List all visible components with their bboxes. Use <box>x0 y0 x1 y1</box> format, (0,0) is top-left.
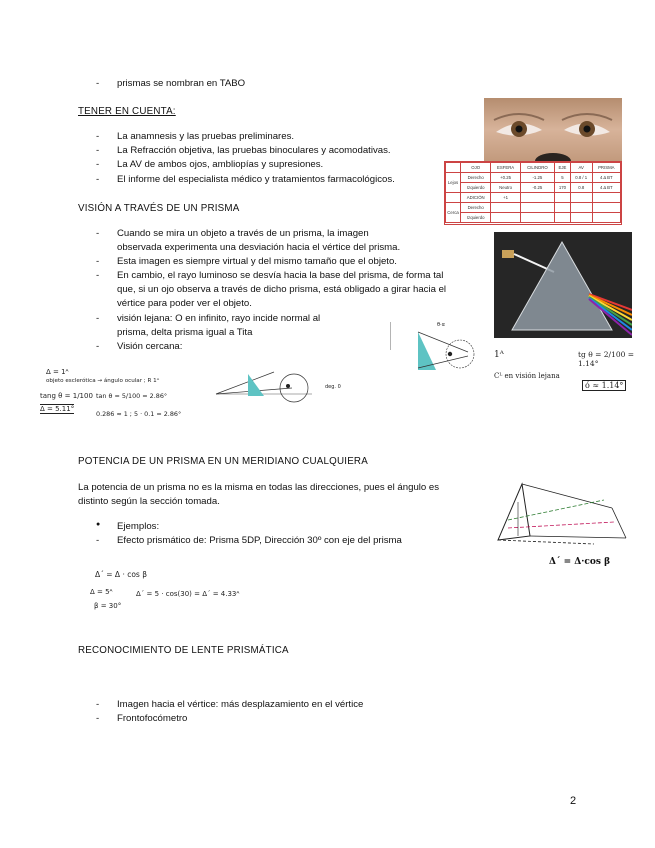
distant-vision-figure <box>390 322 482 376</box>
bullet-dash: - <box>96 131 100 142</box>
list-item-continuation: observada experimenta una desviación hacia el vértice del prisma. <box>117 242 401 253</box>
rx-header: CILINDRO <box>520 163 554 173</box>
bullet-dash: - <box>96 174 100 185</box>
list-item: La anamnesis y las pruebas preliminares. <box>117 131 295 142</box>
list-item-continuation: vértice para poder ver el objeto. <box>117 298 252 309</box>
bullet-dash: - <box>96 159 100 170</box>
rx-side-label: Cerca <box>446 203 461 223</box>
section-heading-tener: TENER EN CUENTA: <box>78 106 176 117</box>
section-heading-vision: VISIÓN A TRAVÉS DE UN PRISMA <box>78 203 240 214</box>
list-item: El informe del especialista médico y tratamientos farmacológicos. <box>117 174 395 185</box>
list-item: Frontofocómetro <box>117 713 188 724</box>
handwriting-note: tg θ = 2/100 = 1.14° <box>578 350 635 368</box>
dispersion-prism-image <box>494 232 632 338</box>
handwriting-note: 0.286 ≈ 1 ; 5 · 0.1 = 2.86° <box>96 410 182 418</box>
figure-label: deg. 0 <box>325 384 341 390</box>
rx-cell: -0.25 <box>520 183 554 193</box>
list-item: Ejemplos: <box>117 521 160 532</box>
handwriting-note: tan θ = 5/100 = 2.86° <box>96 392 168 400</box>
bullet-dash: - <box>96 145 100 156</box>
rx-header: PRISMA <box>592 163 620 173</box>
rx-cell: 0.8 / 1 <box>570 173 592 183</box>
bullet-dash: - <box>96 270 100 281</box>
handwriting-note: 1ᴬ <box>494 350 504 360</box>
list-item-continuation: que, si un ojo observa a través de dicho prisma, está obligado a girar hacia el <box>117 284 447 295</box>
rx-cell: -1.25 <box>520 173 554 183</box>
bullet-dash: - <box>96 341 100 352</box>
page-number: 2 <box>570 795 577 807</box>
rx-adicion-value: +1 <box>491 193 520 203</box>
rx-cell: Izquierdo <box>461 183 491 193</box>
section-heading-potencia: POTENCIA DE UN PRISMA EN UN MERIDIANO CUALQUIERA <box>78 456 368 467</box>
handwriting-note: Δ´ = 5 · cos(30) = Δ´ = 4.33ᴬ <box>136 590 240 598</box>
bullet-dash: - <box>96 313 100 324</box>
rx-cell: 0.8 <box>570 183 592 193</box>
bullet-dash: - <box>96 78 100 89</box>
handwriting-note: tang θ = 1/100 <box>40 392 93 400</box>
rx-header: ESFERA <box>491 163 520 173</box>
prescription-table <box>444 161 622 225</box>
bullet-dash: - <box>96 228 100 239</box>
list-item-continuation: prisma, delta prisma igual a Tita <box>117 327 253 338</box>
handwriting-note: Cᴸ en visión lejana <box>494 372 560 380</box>
list-item: visión lejana: O en infinito, rayo incide normal al <box>117 313 321 324</box>
rx-header: AV <box>570 163 592 173</box>
handwriting-note: objeto esclerótica → ángulo ocular ; R 1ᴬ <box>46 378 160 384</box>
prism-3d-figure <box>494 480 632 546</box>
bullet-dot: ● <box>96 521 101 528</box>
rx-cell: 170 <box>555 183 571 193</box>
list-item: Cuando se mira un objeto a través de un prisma, la imagen <box>117 228 369 239</box>
handwriting-note: Δ´ = Δ · cos β <box>95 570 148 579</box>
near-vision-figure <box>212 352 322 404</box>
section-heading-reconocimiento: RECONOCIMIENTO DE LENTE PRISMÁTICA <box>78 645 289 656</box>
rx-cell: 5 <box>555 173 571 183</box>
top-bullet-text: prismas se nombran en TABO <box>117 78 246 89</box>
rx-cell: Derecho <box>461 173 491 183</box>
rx-cell: Derecho <box>461 203 491 213</box>
handwriting-note: ó ≈ 1.14° <box>582 380 626 391</box>
prism-fig-label: θ·α <box>437 322 445 328</box>
rx-cell: Neutro <box>491 183 520 193</box>
list-item: La AV de ambos ojos, ambliopías y supresiones. <box>117 159 324 170</box>
handwriting-note: Δ = 1ᴬ <box>46 368 69 376</box>
rx-cell: 4 Δ BT <box>592 173 620 183</box>
rx-side-label: Lejos <box>446 173 461 193</box>
list-item: La Refracción objetiva, las pruebas binoculares y acomodativas. <box>117 145 391 156</box>
rx-cell: Izquierdo <box>461 213 491 223</box>
paragraph-line: La potencia de un prisma no es la misma en todas las direcciones, pues el ángulo es <box>78 482 440 493</box>
bullet-dash: - <box>96 699 100 710</box>
handwriting-note: Δ = 5.11° <box>40 405 75 413</box>
list-item: Imagen hacia el vértice: más desplazamiento en el vértice <box>117 699 364 710</box>
eyes-photo <box>484 98 622 161</box>
paragraph-line: distinto según la sección tomada. <box>78 496 220 507</box>
formula-text: Δ´ = Δ·cos β <box>549 557 611 567</box>
bullet-dash: - <box>96 713 100 724</box>
bullet-dash: - <box>96 535 100 546</box>
handwriting-note: Δ = 5ᴬ <box>90 588 113 596</box>
list-item: Efecto prismático de: Prisma 5DP, Dirección 30º con eje del prisma <box>117 535 402 546</box>
list-item: En cambio, el rayo luminoso se desvía hacia la base del prisma, de forma tal <box>117 270 444 281</box>
bullet-dash: - <box>96 256 100 267</box>
list-item: Esta imagen es siempre virtual y del mismo tamaño que el objeto. <box>117 256 397 267</box>
list-item: Visión cercana: <box>117 341 183 352</box>
rx-cell: 4 Δ BT <box>592 183 620 193</box>
rx-header: OJO <box>461 163 491 173</box>
rx-header: EJE <box>555 163 571 173</box>
rx-adicion-label: ADICIÓN <box>461 193 491 203</box>
rx-cell: +0.25 <box>491 173 520 183</box>
handwriting-note: β = 30° <box>94 602 122 610</box>
